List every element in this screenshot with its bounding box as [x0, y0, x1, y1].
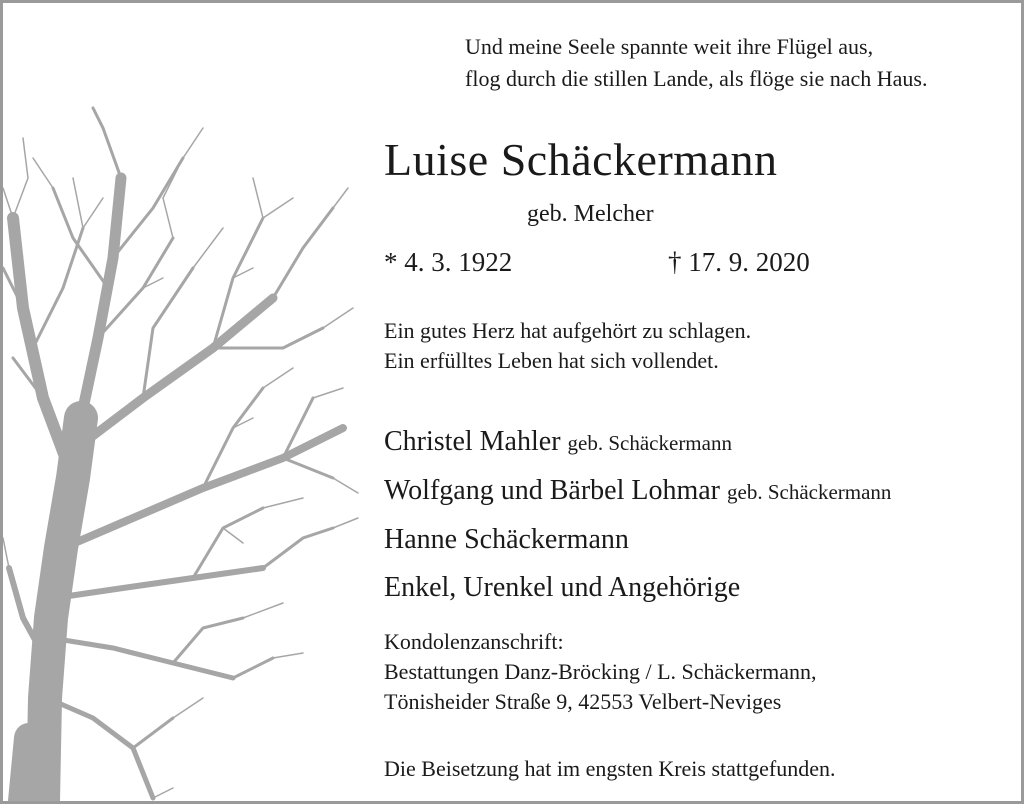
address-line-1: Bestattungen Danz-Bröcking / L. Schäckermann,: [384, 659, 817, 684]
burial-note: Die Beisetzung hat im engsten Kreis stattgefunden.: [384, 756, 836, 781]
mourners-list: [384, 418, 891, 612]
condolence-address: [384, 627, 817, 717]
verse-line-2: Ein erfülltes Leben hat sich vollendet.: [384, 348, 719, 373]
mourner-line: [384, 564, 891, 612]
mourner-birth-name: geb. Schäckermann: [567, 431, 732, 455]
bare-tree-icon: [3, 98, 363, 801]
maiden-name: geb. Melcher: [527, 201, 654, 227]
verse-line-1: Ein gutes Herz hat aufgehört zu schlagen.: [384, 318, 752, 343]
death-date: † 17. 9. 2020: [668, 247, 810, 277]
birth-date: * 4. 3. 1922: [384, 247, 513, 277]
poem: [465, 31, 927, 95]
memorial-verse: [384, 316, 751, 376]
mourner-name: Christel Mahler: [384, 426, 561, 457]
address-line-2: Tönisheider Straße 9, 42553 Velbert-Neviges: [384, 689, 782, 714]
poem-line-1: Und meine Seele spannte weit ihre Flügel aus,: [465, 34, 874, 59]
mourner-name: Enkel, Urenkel und Angehörige: [384, 572, 741, 603]
mourner-line: [384, 418, 891, 467]
mourner-name: Wolfgang und Bärbel Lohmar: [384, 475, 720, 506]
mourner-birth-name: geb. Schäckermann: [727, 480, 892, 504]
mourner-line: [384, 467, 891, 516]
mourner-name: Hanne Schäckermann: [384, 524, 629, 555]
poem-line-2: flog durch die stillen Lande, als flöge sie nach Haus.: [465, 66, 928, 91]
mourner-line: [384, 516, 891, 564]
deceased-name: Luise Schäckermann: [384, 134, 778, 185]
address-label: Kondolenzanschrift:: [384, 629, 564, 654]
